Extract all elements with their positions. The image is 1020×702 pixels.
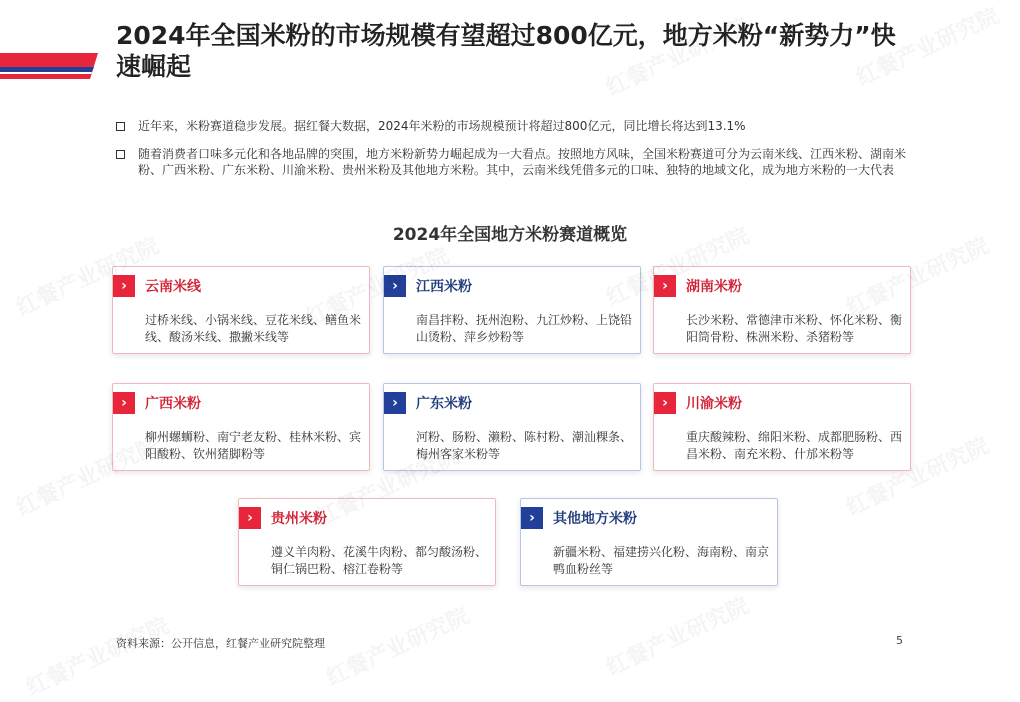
card-body: 柳州螺蛳粉、南宁老友粉、桂林米粉、宾阳酸粉、钦州猪脚粉等: [145, 430, 362, 461]
square-bullet-icon: [116, 122, 125, 131]
page-number: 5: [896, 634, 903, 647]
card-yunnan-mixian: [112, 266, 370, 354]
chevron-right-icon: ›: [384, 392, 406, 414]
watermark: [321, 599, 474, 692]
card-body: 新疆米粉、福建捞兴化粉、海南粉、南京鸭血粉丝等: [553, 545, 770, 576]
card-title: 广西米粉: [145, 396, 201, 412]
card-title: 贵州米粉: [271, 511, 327, 527]
watermark: [601, 589, 754, 682]
card-body: 南昌拌粉、抚州泡粉、九江炒粉、上饶铅山烫粉、萍乡炒粉等: [416, 313, 633, 344]
bullet-item: [116, 146, 916, 178]
bullet-list: [116, 118, 916, 190]
card-title: 云南米线: [145, 279, 201, 295]
card-body: 过桥米线、小锅米线、豆花米线、鳝鱼米线、酸汤米线、撒撇米线等: [145, 313, 362, 344]
card-guizhou-mifen: [238, 498, 496, 586]
card-guangdong-mifen: [383, 383, 641, 471]
header-accent-stripe: [0, 53, 98, 79]
bullet-text: 近年来，米粉赛道稳步发展。据红餐大数据，2024年米粉的市场规模预计将超过800亿元，同比增长将达到13.1%: [138, 119, 746, 133]
chevron-right-icon: ›: [384, 275, 406, 297]
card-jiangxi-mifen: [383, 266, 641, 354]
chevron-right-icon: ›: [113, 275, 135, 297]
card-body: 重庆酸辣粉、绵阳米粉、成都肥肠粉、西昌米粉、南充米粉、什邡米粉等: [686, 430, 903, 461]
bullet-text: 随着消费者口味多元化和各地品牌的突围，地方米粉新势力崛起成为一大看点。按照地方风味，全国米粉赛道可分为云南米线、江西米粉、湖南米粉、广西米粉、广东米粉、川渝米粉、贵州米粉及其他地方米粉。其中，云南米线凭借多元的口味、独特的地域文化，成为地方米粉的一大代表: [138, 147, 907, 177]
card-title: 川渝米粉: [686, 396, 742, 412]
card-title: 江西米粉: [416, 279, 472, 295]
chevron-right-icon: ›: [113, 392, 135, 414]
section-title: 2024年全国地方米粉赛道概览: [392, 225, 628, 245]
card-body: 长沙米粉、常德津市米粉、怀化米粉、衡阳筒骨粉、株洲米粉、杀猪粉等: [686, 313, 903, 344]
source-note: 资料来源：公开信息，红餐产业研究院整理: [116, 637, 325, 650]
chevron-right-icon: ›: [654, 392, 676, 414]
card-title: 湖南米粉: [686, 279, 742, 295]
chevron-right-icon: ›: [654, 275, 676, 297]
bullet-item: [116, 118, 916, 134]
card-body: 遵义羊肉粉、花溪牛肉粉、都匀酸汤粉、铜仁锅巴粉、榕江卷粉等: [271, 545, 488, 576]
card-body: 河粉、肠粉、濑粉、陈村粉、潮汕粿条、梅州客家米粉等: [416, 430, 633, 461]
square-bullet-icon: [116, 150, 125, 159]
chevron-right-icon: ›: [521, 507, 543, 529]
card-guangxi-mifen: [112, 383, 370, 471]
page-title: 2024年全国米粉的市场规模有望超过800亿元，地方米粉“新势力”快速崛起: [116, 21, 896, 81]
card-title: 广东米粉: [416, 396, 472, 412]
card-chuanyu-mifen: [653, 383, 911, 471]
card-title: 其他地方米粉: [553, 511, 637, 527]
card-other-mifen: [520, 498, 778, 586]
card-hunan-mifen: [653, 266, 911, 354]
chevron-right-icon: ›: [239, 507, 261, 529]
watermark: [21, 609, 174, 702]
